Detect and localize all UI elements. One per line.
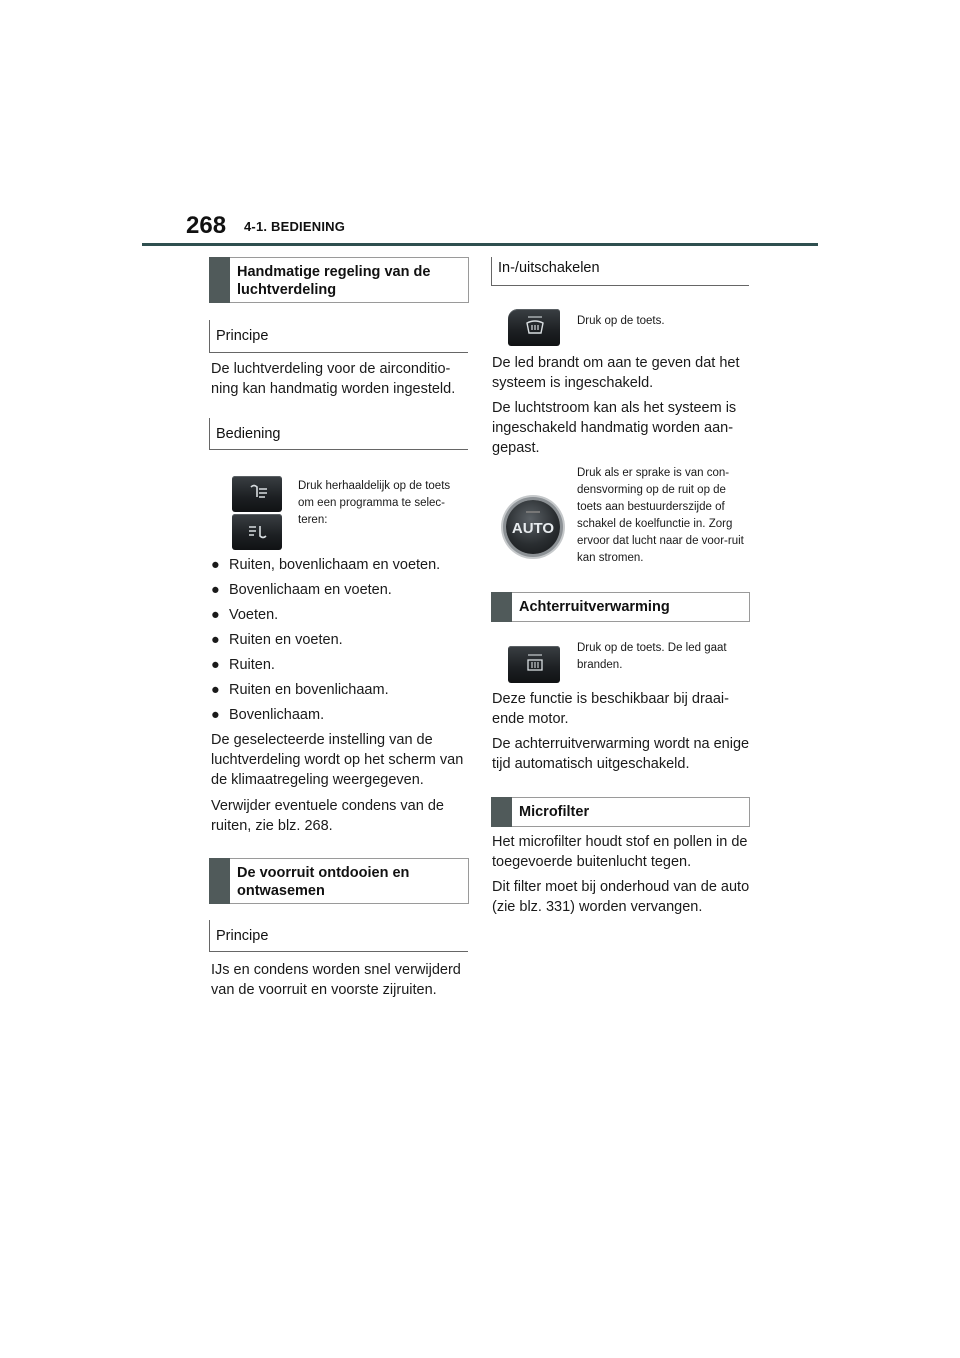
airflow-paragraph: De luchtstroom kan als het systeem is ingeschakeld handmatig worden aan-gepast. (492, 400, 737, 456)
section-bar (491, 592, 512, 622)
auto-button (506, 500, 560, 554)
subheading-in-uitschakelen (491, 257, 749, 286)
header-divider (142, 243, 818, 246)
auto-button-label: AUTO (511, 520, 555, 537)
section-heading-voorruit (209, 858, 469, 904)
bullet-text: Ruiten en bovenlichaam. (229, 682, 389, 698)
principe-2-paragraph: IJs en condens worden snel verwijderd van de voorruit en voorste zijruiten. (211, 962, 461, 998)
defrost-front-button (508, 309, 560, 346)
page-number: 268 (186, 212, 227, 239)
bediening-caption: Druk herhaaldelijk op de toets om een programma te selec-teren: (298, 480, 451, 526)
led-paragraph: De led brandt om aan te geven dat het systeem is ingeschakeld. (492, 355, 740, 391)
front-defrost-icon (508, 309, 560, 346)
section-heading-microfilter (491, 797, 750, 827)
subheading-principe-label: Principe (216, 328, 269, 344)
air-distribution-upper-icon (232, 476, 282, 512)
principe-paragraph: De luchtverdeling voor de airconditio-ning kan handmatig worden ingesteld. (211, 361, 456, 397)
bullet-text: Voeten. (229, 607, 279, 623)
auto-caption: Druk als er sprake is van con-densvorming op de ruit op de toets aan bestuurderszijde of schakel de koelfunctie in. Zorg ervoor dat lucht naar de voor-ruit kan stromen. (577, 467, 744, 564)
section-heading-text: Achterruitverwarming (519, 599, 670, 615)
bullet-text: Ruiten. (229, 657, 275, 673)
rear-defrost-icon (508, 646, 560, 683)
engine-running-paragraph: Deze functie is beschikbaar bij draai-ende motor. (492, 691, 729, 727)
air-distribution-lower-button (232, 514, 282, 550)
auto-led-indicator (526, 511, 540, 513)
bullet-text: Bovenlichaam en voeten. (229, 582, 392, 598)
bullet-text: Ruiten en voeten. (229, 632, 343, 648)
section-heading-luchtverdeling (209, 257, 469, 303)
filter-replace-paragraph: Dit filter moet bij onderhoud van de auto (zie blz. 331) worden vervangen. (492, 879, 750, 915)
subheading-principe-2-label: Principe (216, 928, 269, 944)
microfilter-paragraph: Het microfilter houdt stof en pollen in de toegevoerde buitenlucht tegen. (492, 834, 748, 870)
section-bar (491, 797, 512, 827)
section-heading-achterruitverwarming (491, 592, 750, 622)
air-distribution-upper-button (232, 476, 282, 512)
section-heading-text: Microfilter (519, 804, 590, 820)
chapter-title: 4-1. BEDIENING (244, 219, 346, 234)
section-bar (209, 858, 230, 904)
subheading-principe-2 (209, 920, 468, 952)
subheading-bediening (209, 418, 468, 450)
bullet-text: Bovenlichaam. (229, 707, 325, 723)
selected-setting-paragraph: De geselecteerde instelling van de luchtverdeling wordt op het scherm van de klimaatregeling weergegeven. (211, 732, 464, 788)
air-distribution-lower-icon (232, 514, 282, 550)
subheading-bediening-label: Bediening (216, 426, 281, 442)
bullet-text: Ruiten, bovenlichaam en voeten. (229, 557, 441, 573)
section-heading-text: De voorruit ontdooien en ontwasemen (237, 865, 410, 899)
condens-paragraph: Verwijder eventuele condens van de ruiten, zie blz. 268. (211, 798, 444, 834)
section-heading-text: Handmatige regeling van de luchtverdeling (237, 264, 431, 298)
rear-defrost-button (508, 646, 560, 683)
subheading-principe (209, 320, 468, 353)
in-uit-caption: Druk op de toets. (577, 315, 665, 327)
rear-defrost-caption: Druk op de toets. De led gaat branden. (577, 642, 727, 671)
section-bar (209, 257, 230, 303)
subheading-in-uitschakelen-label: In-/uitschakelen (498, 260, 600, 276)
auto-off-paragraph: De achterruitverwarming wordt na enige tijd automatisch uitgeschakeld. (492, 736, 750, 772)
